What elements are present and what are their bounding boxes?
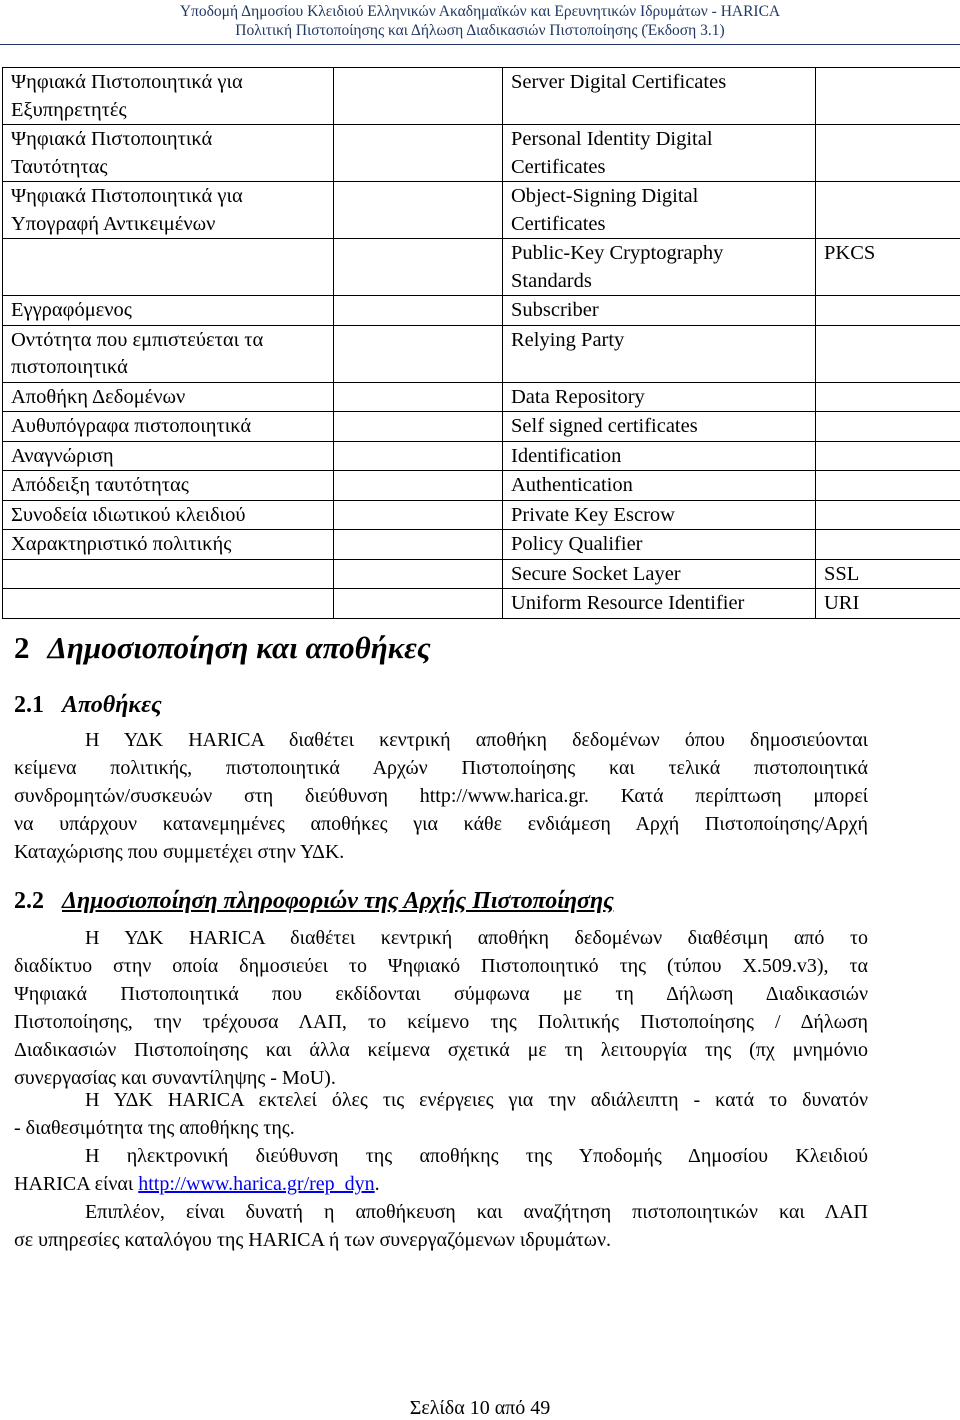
- english-term-cell: [503, 182, 816, 239]
- paragraph-line: Η ΥΔΚ HARICA διαθέτει κεντρική αποθήκη δεδομένων όπου δημοσιεύονται: [14, 726, 868, 754]
- paragraph-directory: [14, 1198, 868, 1254]
- section-heading: [14, 628, 431, 668]
- greek-term-cell: [3, 325, 334, 382]
- abbreviation: [824, 126, 960, 154]
- english-term-cell-line: Server Digital Certificates: [511, 69, 807, 97]
- table-row: [3, 471, 960, 501]
- section-title: Δημοσιοποίηση και αποθήκες: [48, 630, 431, 665]
- english-term-cell: [503, 500, 816, 530]
- paragraph-line: Πιστοποίησης, την τρέχουσα ΛΑΠ, το κείμενο της Πολιτικής Πιστοποίησης / Δήλωση: [14, 1008, 868, 1036]
- english-term-cell-line: Personal Identity Digital: [511, 126, 807, 154]
- table-row: [3, 500, 960, 530]
- abbreviation-cell: [816, 239, 960, 296]
- english-term-cell: [503, 589, 816, 619]
- abbreviation-cell: [816, 182, 960, 239]
- greek-term-cell: [3, 239, 334, 296]
- abbreviation: [824, 327, 960, 355]
- greek-term-cell-line: Ψηφιακά Πιστοποιητικά για: [11, 183, 325, 211]
- abbreviation: URI: [824, 590, 960, 618]
- table-row: [3, 239, 960, 296]
- greek-term-cell-line: Υπογραφή Αντικειμένων: [11, 211, 325, 239]
- english-term-cell: [503, 441, 816, 471]
- empty-cell: [334, 125, 503, 182]
- terminology-table-body: [3, 68, 960, 619]
- english-term-cell-line: Identification: [511, 443, 807, 471]
- paragraph-line: σε υπηρεσίες καταλόγου της HARICA ή των συνεργαζόμενων ιδρυμάτων.: [14, 1226, 868, 1254]
- abbreviation-cell: [816, 500, 960, 530]
- english-term-cell-line: [511, 97, 807, 125]
- abbreviation-cell: [816, 559, 960, 589]
- english-term-cell-line: Secure Socket Layer: [511, 561, 807, 589]
- paragraph-line: Επιπλέον, είναι δυνατή η αποθήκευση και αναζήτηση πιστοποιητικών και ΛΑΠ: [14, 1198, 868, 1226]
- paragraph-line: [14, 1170, 868, 1198]
- subsection-number: 2.1: [14, 692, 44, 718]
- greek-term-cell: [3, 559, 334, 589]
- english-term-cell-line: Public-Key Cryptography: [511, 240, 807, 268]
- table-row: [3, 382, 960, 412]
- abbreviation-cell: [816, 296, 960, 326]
- english-term-cell-line: Standards: [511, 268, 807, 296]
- abbreviation: [824, 502, 960, 530]
- empty-cell: [334, 589, 503, 619]
- english-term-cell-line: Subscriber: [511, 297, 807, 325]
- empty-cell: [334, 412, 503, 442]
- greek-term-cell: [3, 125, 334, 182]
- empty-cell: [334, 382, 503, 412]
- empty-cell: [334, 68, 503, 125]
- header-line-2: Πολιτική Πιστοποίησης και Δήλωση Διαδικασιών Πιστοποίησης (Έκδοση 3.1): [0, 21, 960, 40]
- greek-term-cell: [3, 296, 334, 326]
- abbreviation-cell: [816, 382, 960, 412]
- english-term-cell-line: Uniform Resource Identifier: [511, 590, 807, 618]
- paragraph-line: Καταχώρισης που συμμετέχει στην ΥΔΚ.: [14, 838, 868, 866]
- greek-term-cell-line: Εγγραφόμενος: [11, 297, 325, 325]
- address-suffix: .: [375, 1173, 380, 1195]
- table-row: [3, 68, 960, 125]
- abbreviation: [824, 297, 960, 325]
- greek-term-cell: [3, 589, 334, 619]
- subsection-heading-2-2: [14, 886, 614, 916]
- abbreviation: [824, 443, 960, 471]
- greek-term-cell-line: Ψηφιακά Πιστοποιητικά: [11, 126, 325, 154]
- empty-cell: [334, 182, 503, 239]
- greek-term-cell-line: Ψηφιακά Πιστοποιητικά για: [11, 69, 325, 97]
- greek-term-cell: [3, 68, 334, 125]
- abbreviation-cell: [816, 68, 960, 125]
- greek-term-cell-line: Αναγνώριση: [11, 443, 325, 471]
- terminology-table: [2, 67, 960, 619]
- english-term-cell-line: Private Key Escrow: [511, 502, 807, 530]
- greek-term-cell-line: [11, 240, 325, 268]
- paragraph-line: Η ΥΔΚ HARICA διαθέτει κεντρική αποθήκη δεδομένων διαθέσιμη από το: [14, 924, 868, 952]
- greek-term-cell-line: Απόδειξη ταυτότητας: [11, 472, 325, 500]
- paragraph-line: να υπάρχουν κατανεμημένες αποθήκες για κάθε ενδιάμεση Αρχή Πιστοποίησης/Αρχή: [14, 810, 868, 838]
- abbreviation-cell: [816, 589, 960, 619]
- english-term-cell-line: Authentication: [511, 472, 807, 500]
- greek-term-cell: [3, 182, 334, 239]
- empty-cell: [334, 325, 503, 382]
- english-term-cell-line: [511, 354, 807, 382]
- abbreviation: SSL: [824, 561, 960, 589]
- english-term-cell-line: Data Repository: [511, 384, 807, 412]
- english-term-cell: [503, 125, 816, 182]
- greek-term-cell-line: Αποθήκη Δεδομένων: [11, 384, 325, 412]
- subsection-number: 2.2: [14, 888, 44, 914]
- paragraph-line: συνδρομητών/συσκευών στη διεύθυνση http://www.harica.gr. Κατά περίπτωση μπορεί: [14, 782, 868, 810]
- table-row: [3, 530, 960, 560]
- empty-cell: [334, 441, 503, 471]
- greek-term-cell-line: [11, 561, 325, 589]
- greek-term-cell: [3, 530, 334, 560]
- table-row: [3, 296, 960, 326]
- abbreviation-cell: [816, 125, 960, 182]
- greek-term-cell-line: [11, 268, 325, 296]
- empty-cell: [334, 530, 503, 560]
- english-term-cell-line: Policy Qualifier: [511, 531, 807, 559]
- english-term-cell: [503, 471, 816, 501]
- paragraph-line: Διαδικασιών Πιστοποίησης και άλλα κείμενα σχετικά με τη λειτουργία της (πχ μνημόνιο: [14, 1036, 868, 1064]
- page-footer: Σελίδα 10 από 49: [0, 1396, 960, 1420]
- abbreviation: [824, 413, 960, 441]
- greek-term-cell-line: Οντότητα που εμπιστεύεται τα: [11, 327, 325, 355]
- section-number: 2: [14, 630, 30, 665]
- greek-term-cell-line: [11, 590, 325, 618]
- english-term-cell: [503, 325, 816, 382]
- running-header: [0, 0, 960, 44]
- english-term-cell: [503, 68, 816, 125]
- table-row: [3, 325, 960, 382]
- empty-cell: [334, 239, 503, 296]
- paragraph-publication: [14, 924, 868, 1092]
- english-term-cell-line: Self signed certificates: [511, 413, 807, 441]
- repository-link[interactable]: http://www.harica.gr/rep_dyn: [138, 1173, 374, 1195]
- greek-term-cell: [3, 382, 334, 412]
- abbreviation: [824, 384, 960, 412]
- table-row: [3, 412, 960, 442]
- abbreviation-cell: [816, 471, 960, 501]
- header-rule: [0, 44, 960, 45]
- english-term-cell: [503, 412, 816, 442]
- greek-term-cell-line: Εξυπηρετητές: [11, 97, 325, 125]
- paragraph-repositories: [14, 726, 868, 866]
- paragraph-line: Η ΥΔΚ HARICA εκτελεί όλες τις ενέργειες για την αδιάλειπτη - κατά το δυνατόν: [14, 1086, 868, 1114]
- greek-term-cell-line: Αυθυπόγραφα πιστοποιητικά: [11, 413, 325, 441]
- paragraph-line: Η ηλεκτρονική διεύθυνση της αποθήκης της Υποδομής Δημοσίου Κλειδιού: [14, 1142, 868, 1170]
- english-term-cell: [503, 239, 816, 296]
- greek-term-cell: [3, 441, 334, 471]
- greek-term-cell: [3, 471, 334, 501]
- abbreviation-cell: [816, 441, 960, 471]
- empty-cell: [334, 500, 503, 530]
- paragraph-repository-address: [14, 1142, 868, 1198]
- english-term-cell: [503, 382, 816, 412]
- empty-cell: [334, 559, 503, 589]
- abbreviation: PKCS: [824, 240, 960, 268]
- abbreviation: [824, 69, 960, 97]
- english-term-cell-line: Certificates: [511, 154, 807, 182]
- abbreviation: [824, 183, 960, 211]
- english-term-cell: [503, 559, 816, 589]
- subsection-title: Αποθήκες: [62, 692, 162, 718]
- paragraph-line: - διαθεσιμότητα της αποθήκης της.: [14, 1114, 868, 1142]
- greek-term-cell: [3, 412, 334, 442]
- english-term-cell-line: Certificates: [511, 211, 807, 239]
- greek-term-cell: [3, 500, 334, 530]
- empty-cell: [334, 296, 503, 326]
- paragraph-line: διαδίκτυο στην οποία δημοσιεύει το Ψηφιακό Πιστοποιητικό της (τύπου X.509.v3), τα: [14, 952, 868, 980]
- subsection-heading-2-1: [14, 690, 162, 720]
- english-term-cell-line: Object-Signing Digital: [511, 183, 807, 211]
- abbreviation-cell: [816, 325, 960, 382]
- address-prefix: HARICA είναι: [14, 1173, 138, 1195]
- header-line-1: Υποδομή Δημοσίου Κλειδιού Ελληνικών Ακαδημαϊκών και Ερευνητικών Ιδρυμάτων - HARICA: [0, 2, 960, 21]
- paragraph-line: Ψηφιακά Πιστοποιητικά που εκδίδονται σύμφωνα με τη Δήλωση Διαδικασιών: [14, 980, 868, 1008]
- abbreviation-cell: [816, 412, 960, 442]
- abbreviation: [824, 531, 960, 559]
- greek-term-cell-line: Χαρακτηριστικό πολιτικής: [11, 531, 325, 559]
- paragraph-line: συνεργασίας και συναντίληψης - MoU).: [14, 1064, 868, 1092]
- table-row: [3, 125, 960, 182]
- english-term-cell: [503, 296, 816, 326]
- greek-term-cell-line: πιστοποιητικά: [11, 354, 325, 382]
- table-row: [3, 559, 960, 589]
- subsection-title: Δημοσιοποίηση πληροφοριών της Αρχής Πιστοποίησης: [62, 888, 614, 914]
- english-term-cell: [503, 530, 816, 560]
- english-term-cell-line: Relying Party: [511, 327, 807, 355]
- empty-cell: [334, 471, 503, 501]
- abbreviation: [824, 472, 960, 500]
- greek-term-cell-line: Συνοδεία ιδιωτικού κλειδιού: [11, 502, 325, 530]
- paragraph-line: κείμενα πολιτικής, πιστοποιητικά Αρχών Πιστοποίησης και τελικά πιστοποιητικά: [14, 754, 868, 782]
- greek-term-cell-line: Ταυτότητας: [11, 154, 325, 182]
- table-row: [3, 441, 960, 471]
- table-row: [3, 589, 960, 619]
- paragraph-availability: [14, 1086, 868, 1142]
- table-row: [3, 182, 960, 239]
- abbreviation-cell: [816, 530, 960, 560]
